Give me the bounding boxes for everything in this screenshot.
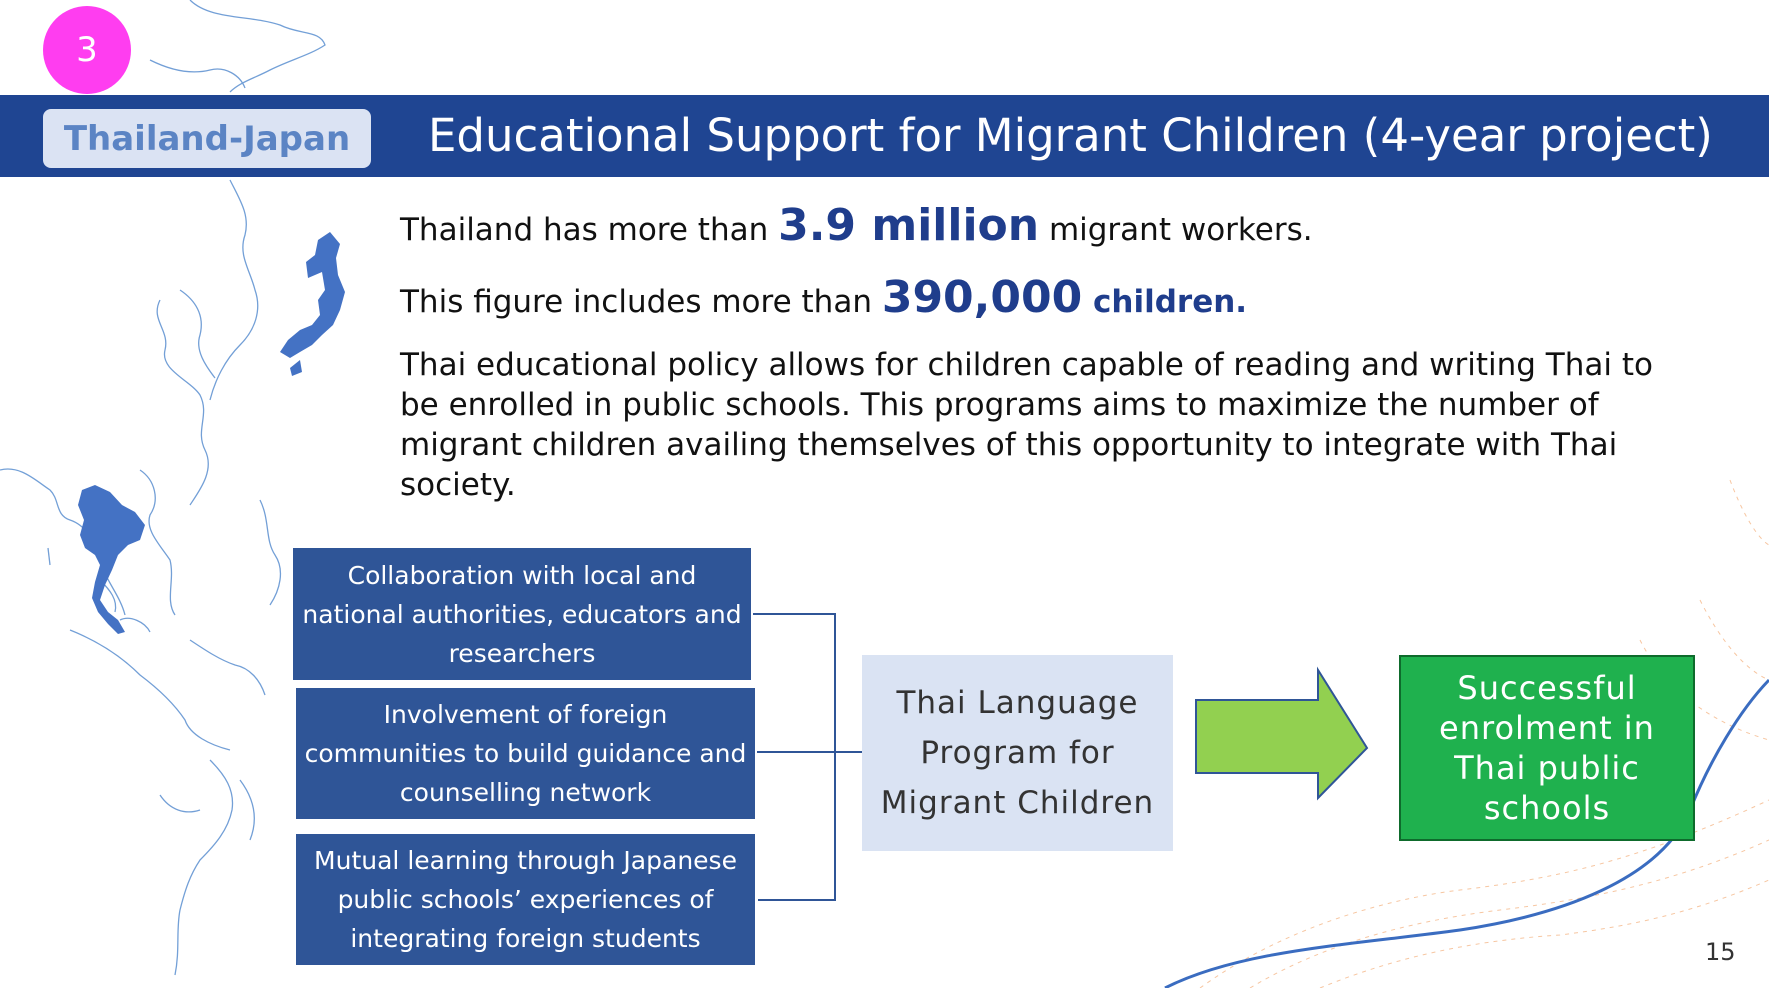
program-box: Thai Language Program for Migrant Children (862, 655, 1173, 851)
connector-line (753, 614, 835, 900)
page-number: 15 (1705, 938, 1736, 966)
fact-highlight-number: 390,000 (881, 272, 1083, 323)
fact-text: migrant workers. (1039, 212, 1313, 248)
input-box-mutual-learning: Mutual learning through Japanese public schools’ experiences of integrating foreign students (296, 834, 755, 965)
right-arrow-icon (1196, 670, 1367, 798)
result-box: Successful enrolment in Thai public schools (1399, 655, 1695, 841)
fact-highlight-text: children. (1082, 284, 1248, 320)
input-box-collaboration: Collaboration with local and national authorities, educators and researchers (293, 548, 751, 680)
fact-text: This figure includes more than (400, 284, 882, 320)
page-title: Educational Support for Migrant Children (4-year project) (428, 109, 1713, 162)
country-tag: Thailand-Japan (43, 109, 371, 168)
policy-description: Thai educational policy allows for children capable of reading and writing Thai to be enrolled in public schools. This programs aims to maximize the number of migrant children availing themselves of this opportunity to integrate with Thai society. (400, 347, 1653, 503)
slide-number-badge: 3 (43, 6, 131, 94)
fact-text: Thailand has more than (400, 212, 779, 248)
input-box-community-involvement: Involvement of foreign communities to build guidance and counselling network (296, 688, 755, 819)
fact-highlight-number: 3.9 million (778, 200, 1040, 251)
